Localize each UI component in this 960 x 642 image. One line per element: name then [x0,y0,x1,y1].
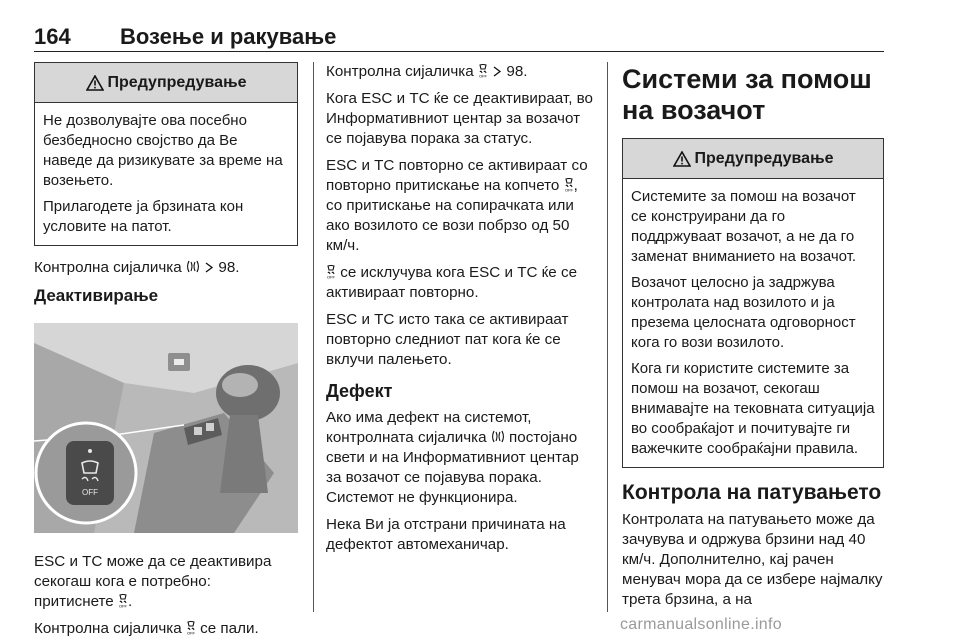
paragraph-esc-deactivate: ESC и TC може да се деактивира секогаш кога е потребно: притиснете OFF . [34,553,272,610]
esc-off-icon [186,259,200,274]
paragraph-ignition-reactivation: ESC и TC исто така се активираат повторно следниот пат кога ќе се вклучи палењето. [326,311,569,368]
warning-title: Предупредување [107,73,247,91]
paragraph-lamp-on: Контролна сијаличка OFF се пали. [34,620,259,637]
paragraph-lamp-off: OFF се исклучува кога ESC и TC ќе се активираат повторно. [326,264,578,301]
warning-text: Системите за помош на возачот се конструирани да го поддржуваат возачот, а не да го заменат вниманието на возачот. [631,188,857,265]
paragraph-mechanic: Нека Ви ја отстрани причината на дефектот автомеханичар. [326,516,566,553]
warning-body [35,103,297,245]
esc-warning-lamp-icon [491,429,505,444]
warning-body [623,179,883,467]
page-ref-arrow-icon [204,261,214,274]
photo-off-label: OFF [82,488,98,497]
svg-text:OFF: OFF [186,630,195,635]
gear-shift-photo [34,323,298,533]
svg-text:OFF: OFF [327,274,335,279]
page-ref-arrow-icon [492,65,502,78]
column-middle [326,62,594,562]
warning-box [622,138,884,468]
warning-title: Предупредување [694,149,834,167]
warning-text: Не дозволувајте ова посебно безбедносно својство да Ве наведе да ризикувате за време на возењето. [43,112,283,189]
watermark: carmanualsonline.info [620,616,782,633]
chapter-title: Возење и ракување [120,24,337,49]
paragraph-status-message: Кога ESC и TC ќе се деактивираат, во Информативниот центар за возачот се појавува порака за статус. [326,90,593,147]
paragraph-fault: Ако има дефект на системот, контролната сијаличка постојано свети и на Информативниот центар за возачот се појавува порака. Системот не функционира. [326,409,579,506]
column-left [34,62,298,642]
warning-text: Возачот целосно ја задржува контролата над возилото и ја презема целосната одговорност кога го вози возилото. [631,274,856,351]
esc-lamp-icon [186,620,196,635]
svg-text:OFF: OFF [564,187,573,192]
svg-text:OFF: OFF [118,603,127,608]
esc-lamp-icon [478,63,488,78]
warning-text: Кога ги користите системите за помош на возачот, секогаш внимавајте на тековната ситуација во сообраќајот и почитувајте ги важечките сообраќајни правила. [631,360,875,457]
page-header [34,24,884,52]
warning-triangle-icon [86,75,104,91]
column-divider-right [607,62,608,612]
column-right [622,62,884,617]
paragraph-cruise-control: Контролата на патувањето може да зачувува и одржува брзини над 40 км/ч. Дополнително, кај рачен менувач мора да се избере најмалку трета брзина, а на [622,511,883,608]
paragraph-control-lamp: Контролна сијаличка OFF 98. [326,63,528,80]
heading-deactivation: Деактивирање [34,286,159,305]
paragraph-control-lamp: Контролна сијаличка 98. [34,259,240,276]
column-divider-left [313,62,314,612]
heading-fault: Дефект [326,381,393,401]
warning-text: Прилагодете ја брзината кон условите на патот. [43,198,244,235]
paragraph-reactivation: ESC и TC повторно се активираат со повторно притискање на копчето OFF , со притискање на сопирачката или ако возилото се вози побрзо од 50 км/ч. [326,157,588,254]
esc-button-icon [564,177,574,192]
esc-button-icon [118,593,128,608]
esc-lamp-icon [326,264,336,279]
warning-box [34,62,298,246]
warning-header [623,139,883,179]
section-title-cruise-control: Контрола на патувањето [622,481,882,504]
warning-triangle-icon [673,151,691,167]
svg-text:OFF: OFF [478,73,487,78]
warning-header [35,63,297,103]
page-number: 164 [34,24,71,49]
section-title-driver-assistance: Системи за помош на возачот [622,64,872,125]
